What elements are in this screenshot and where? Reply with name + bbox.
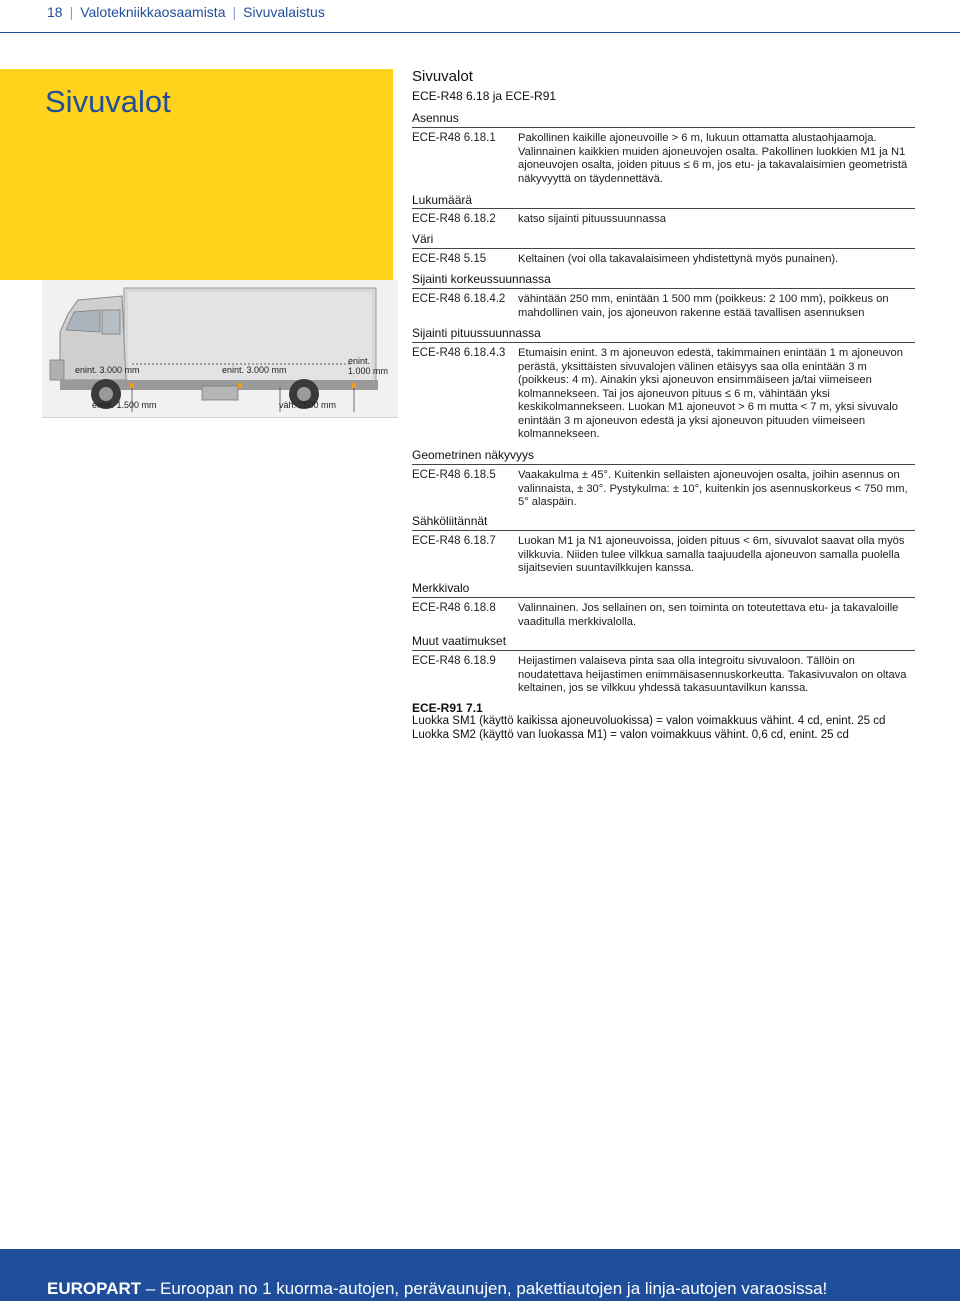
- divider: [412, 464, 915, 465]
- spec-text: Keltainen (voi olla takavalaisimeen yhdistettynä myös punainen).: [518, 253, 839, 265]
- section-sahko: Sähköliitännät: [412, 514, 488, 528]
- spec-text: Vaakakulma ± 45°. Kuitenkin sellaisten ajoneuvojen osalta, joihin asennus on valinnaista, ± 30°. Pystykulma: ± 10°, kuitenkin jos asennuskorkeus < 750 mm, 5° alaspäin.: [518, 469, 908, 508]
- side-marker-lamp-rear: [352, 383, 356, 388]
- section-lukumaara: Lukumäärä: [412, 193, 473, 207]
- spec-text: Heijastimen valaiseva pinta saa olla integroitu sivuvaloon. Tällöin on noudatettava heijastimen enimmäisasennuskorkeutta. Takasivuvalon on oltava keltainen, jos se vilkkuu yhdessä takasuuntavilkun kanssa.: [518, 655, 907, 694]
- r91-line-2: Luokka SM2 (käyttö van luokassa M1) = valon voimakkuus vähint. 0,6 cd, enint. 25 cd: [412, 729, 849, 741]
- truck-drawing: [42, 280, 398, 418]
- section-merkki: Merkkivalo: [412, 581, 470, 595]
- footer-tagline: [47, 1279, 827, 1299]
- truck-illustration: [42, 280, 398, 418]
- truck-bumper: [50, 360, 64, 380]
- spec-text: katso sijainti pituussuunnassa: [518, 213, 667, 225]
- front-wheel-hub: [99, 387, 113, 401]
- label-rear-height-2: 1.000 mm: [348, 366, 389, 376]
- spec-ref: ECE-R48 6.18.9: [412, 655, 496, 667]
- label-rear-height-1: enint.: [348, 356, 371, 366]
- content-subheading: ECE-R48 6.18 ja ECE-R91: [412, 89, 557, 103]
- spec-ref: ECE-R48 6.18.5: [412, 469, 496, 481]
- section-pituus: Sijainti pituussuunnassa: [412, 326, 541, 340]
- divider: [412, 248, 915, 249]
- breadcrumb-section: Valotekniikkaosaamista: [80, 4, 226, 20]
- label-front-height: enint. 3.000 mm: [75, 365, 140, 375]
- label-front-distance: enint. 1.500 mm: [92, 400, 157, 410]
- footer-brand: EUROPART: [47, 1279, 142, 1298]
- section-asennus: Asennus: [412, 111, 459, 125]
- fuel-tank: [202, 386, 238, 400]
- divider: [412, 288, 915, 289]
- spec-text: Valinnainen. Jos sellainen on, sen toiminta on toteutettava etu- ja takavaloille vaaditulla merkkivalolla.: [518, 602, 899, 628]
- divider: [412, 127, 915, 128]
- content-heading: Sivuvalot: [412, 68, 473, 85]
- label-mid-distance: väh. 2500 mm: [279, 400, 337, 410]
- side-marker-lamp-front: [130, 383, 134, 388]
- spec-ref: ECE-R48 6.18.8: [412, 602, 496, 614]
- spec-text: Etumaisin enint. 3 m ajoneuvon edestä, takimmainen enintään 1 m ajoneuvon perästä, yksittäisten sivuvalojen välinen etäisyys saa olla enintään 3 m (poikkeus: 4 m). Ainakin yksi ajoneuvon ensimmäiseen ja/tai viimeiseen kolmannekseen. Tai jos ajoneuvon pituus ≤ 6 m, vähintään yksi keskikolmannekseen. Luokan M1 ajoneuvot > 6 m mutta < 7 m, yksi sivuvalo enintään 3 m ajoneuvon edestä ja yksi ajoneuvon pituuden viimeiseen kolmannekseen.: [518, 347, 903, 440]
- spec-ref: ECE-R48 5.15: [412, 253, 487, 265]
- spec-ref: ECE-R48 6.18.2: [412, 213, 496, 225]
- section-korkeus: Sijainti korkeussuunnassa: [412, 272, 551, 286]
- section-vari: Väri: [412, 232, 434, 246]
- r91-heading: ECE-R91 7.1: [412, 701, 483, 715]
- page-title: Sivuvalot: [45, 84, 171, 119]
- r91-line-1: Luokka SM1 (käyttö kaikissa ajoneuvoluokissa) = valon voimakkuus vähint. 4 cd, enint. 25 cd: [412, 715, 886, 727]
- side-marker-lamp-mid: [238, 383, 242, 388]
- breadcrumb: 18 | Valotekniikkaosaamista | Sivuvalaistus: [47, 4, 325, 20]
- section-muut: Muut vaatimukset: [412, 634, 507, 648]
- spec-text: Luokan M1 ja N1 ajoneuvoissa, joiden pituus < 6m, sivuvalot saavat olla myös vilkkuvia. Niiden tulee vilkkua samalla taajuudella ajoneuvon samalla puolella sijaitsevien suuntavilkkujen kanssa.: [518, 535, 905, 574]
- page-header: [0, 0, 960, 24]
- header-divider: [0, 32, 960, 33]
- spec-text: vähintään 250 mm, enintään 1 500 mm (poikkeus: 2 100 mm), poikkeus on mahdollinen vain, jos ajoneuvon rakenne estää tavallisen asennuksen: [518, 293, 889, 319]
- divider: [412, 650, 915, 651]
- page-footer: [0, 1249, 960, 1301]
- divider: [412, 208, 915, 209]
- spec-ref: ECE-R48 6.18.7: [412, 535, 496, 547]
- footer-dash: –: [141, 1279, 161, 1298]
- spec-text: Pakollinen kaikille ajoneuvoille > 6 m, lukuun ottamatta alustaohjaamoja. Valinnainen kaikkien muiden ajoneuvojen osalta. Pakollinen luokkien M1 ja N1 ajoneuvojen osalta, joiden pituus ≤ 6 m, jos etu- ja takavalaisimien geometristä näkyvyyttä on täydennettävä.: [518, 132, 908, 185]
- footer-slogan: Euroopan no 1 kuorma-autojen, perävaunujen, pakettiautojen ja linja-autojen varaosissa!: [160, 1279, 828, 1298]
- breadcrumb-subsection: Sivuvalaistus: [243, 4, 325, 20]
- spec-ref: ECE-R48 6.18.1: [412, 132, 496, 144]
- divider: [412, 342, 915, 343]
- spec-ref: ECE-R48 6.18.4.3: [412, 347, 506, 359]
- rear-wheel-hub: [297, 387, 311, 401]
- label-mid-height: enint. 3.000 mm: [222, 365, 287, 375]
- cab-side-window: [102, 310, 120, 334]
- divider: [412, 597, 915, 598]
- spec-ref: ECE-R48 6.18.4.2: [412, 293, 506, 305]
- divider: [412, 530, 915, 531]
- section-geometrinen: Geometrinen näkyvyys: [412, 448, 535, 462]
- page-number: 18: [47, 4, 63, 20]
